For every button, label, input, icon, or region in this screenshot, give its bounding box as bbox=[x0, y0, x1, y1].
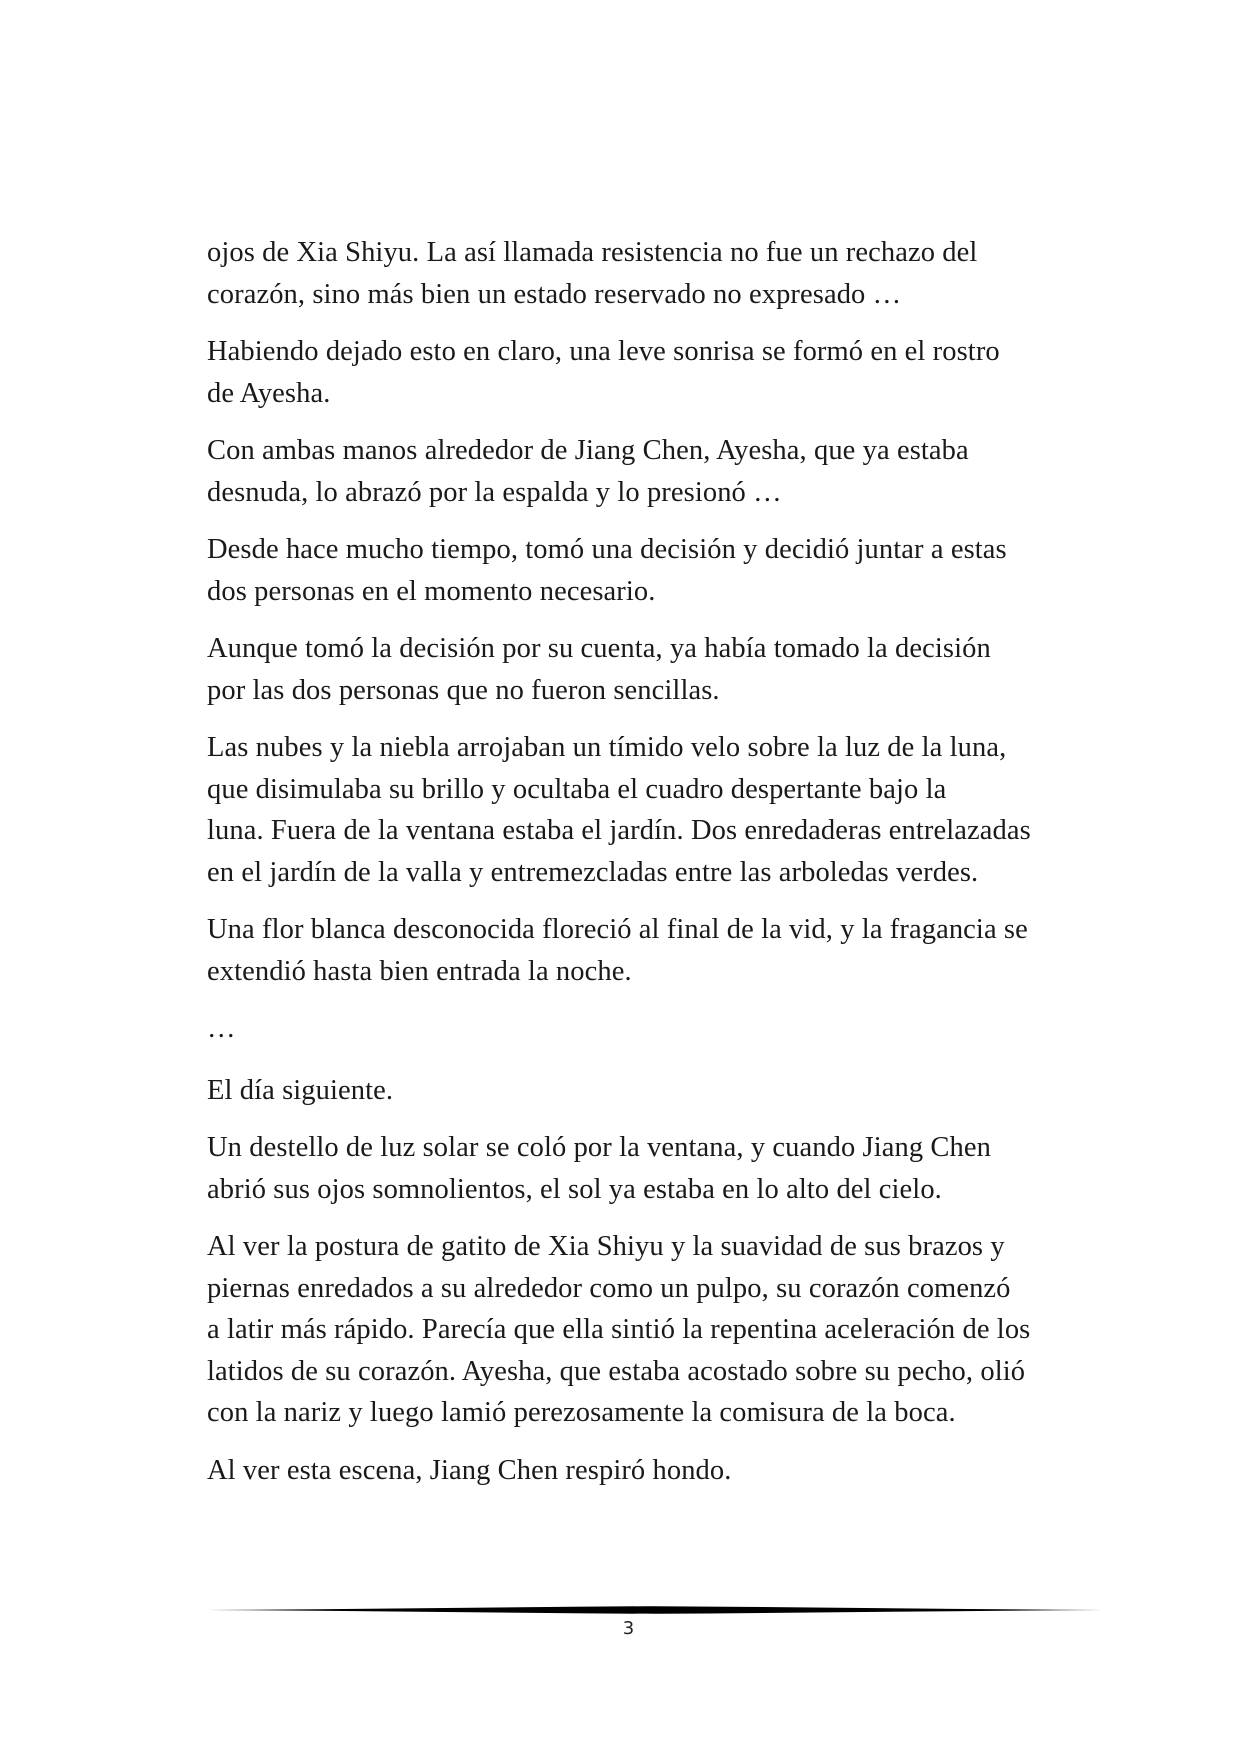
scene-break: … bbox=[207, 1013, 236, 1044]
page-number: 3 bbox=[622, 1618, 635, 1639]
paragraph: Al ver la postura de gatito de Xia Shiyu y la suavidad de sus brazos y piernas enredados a su alrededor como un pulpo, su corazón comenzó a latir más rápido. Parecía que ella sintió la repentina aceleración de los latidos de su corazón. Ayesha, que estaba acostado sobre su pecho, olió con la nariz y luego lamió perezosamente la comisura de la boca. bbox=[207, 1231, 1031, 1428]
body-text bbox=[207, 232, 1067, 1507]
paragraph: El día siguiente. bbox=[207, 1074, 394, 1106]
paragraph: Desde hace mucho tiempo, tomó una decisión y decidió juntar a estas dos personas en el momento necesario. bbox=[207, 534, 1007, 607]
paragraph: Las nubes y la niebla arrojaban un tímido velo sobre la luz de la luna, que disimulaba su brillo y ocultaba el cuadro despertante bajo la luna. Fuera de la ventana estaba el jardín. Dos enredaderas entrelazadas en el jardín de la valla y entremezcladas entre las arboledas verdes. bbox=[207, 732, 1031, 888]
paragraph: Al ver esta escena, Jiang Chen respiró hondo. bbox=[207, 1454, 732, 1486]
paragraph: ojos de Xia Shiyu. La así llamada resistencia no fue un rechazo del corazón, sino más bien un estado reservado no expresado … bbox=[207, 237, 978, 310]
paragraph: Una flor blanca desconocida floreció al final de la vid, y la fragancia se extendió hasta bien entrada la noche. bbox=[207, 914, 1028, 987]
footer-divider bbox=[207, 1603, 1103, 1617]
paragraph: Con ambas manos alrededor de Jiang Chen, Ayesha, que ya estaba desnuda, lo abrazó por la espalda y lo presionó … bbox=[207, 435, 969, 508]
paragraph: Un destello de luz solar se coló por la ventana, y cuando Jiang Chen abrió sus ojos somnolientos, el sol ya estaba en lo alto del cielo. bbox=[207, 1132, 991, 1205]
paragraph: Aunque tomó la decisión por su cuenta, ya había tomado la decisión por las dos personas que no fueron sencillas. bbox=[207, 633, 991, 706]
paragraph: Habiendo dejado esto en claro, una leve sonrisa se formó en el rostro de Ayesha. bbox=[207, 336, 1000, 409]
